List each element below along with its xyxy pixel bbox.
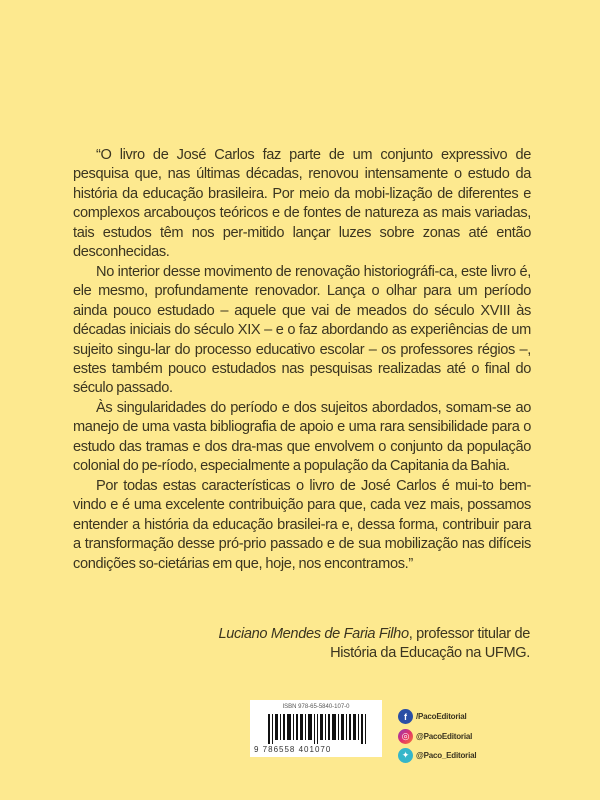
blurb-text [73, 146, 531, 574]
social-handle: /PacoEditorial [416, 712, 467, 722]
social-handle: @PacoEditorial [416, 731, 473, 741]
attribution [110, 625, 530, 664]
blurb-paragraph: No interior desse movimento de renovação historiográfi-ca, este livro é, ele mesmo, profundamente renovador. Lança o olhar para um período ainda pouco estudado – aquele que vai de meados do século XVIII às décadas iniciais do século XIX – e o faz abordando as experiências de um sujeito singu-lar do processo educativo escolar – os professores régios –, estes também pouco estudados nas pesquisas realizadas até o final do século passado. [73, 263, 531, 397]
isbn-label: ISBN 978-65-5840-107-0 [282, 704, 350, 710]
barcode-bars-icon [268, 714, 368, 744]
twitter-icon: ✦ [398, 748, 413, 763]
author-name: Luciano Mendes de Faria Filho [218, 626, 409, 642]
attribution-line-2: História da Educação na UFMG. [330, 645, 530, 662]
blurb-paragraph: Às singularidades do período e dos sujeitos abordados, somam-se ao manejo de uma vasta bibliografia de apoio e uma rara sensibilidade para o estudo das tramas e dos dra-mas que envolvem o conjunto da população colonial do pe-ríodo, especialmente a população da Capitania da Bahia. [73, 399, 531, 475]
social-instagram[interactable] [398, 727, 476, 747]
barcode-digits: 9 786558 401070 [254, 745, 332, 754]
social-twitter[interactable] [398, 746, 476, 766]
social-handle: @Paco_Editorial [416, 751, 477, 761]
facebook-icon: f [398, 709, 413, 724]
social-links [398, 707, 476, 766]
blurb-paragraph: Por todas estas características o livro de José Carlos é mui-to bem-vindo e é uma excelente contribuição para que, cada vez mais, possamos entender a história da educação brasilei-ra e, dessa forma, contribuir para a transformação desse pró-prio passado e de sua mobilização nas difíceis condições so-cietárias em que, hoje, nos encontramos.” [73, 477, 531, 572]
author-role: , professor titular de [408, 626, 530, 642]
attribution-line-1 [110, 625, 530, 644]
social-facebook[interactable] [398, 707, 476, 727]
isbn-barcode [250, 700, 382, 757]
instagram-icon: ◎ [398, 729, 413, 744]
blurb-paragraph: “O livro de José Carlos faz parte de um conjunto expressivo de pesquisa que, nas últimas décadas, renovou intensamente o estudo da história da educação brasileira. Por meio da mobi-lização de diferentes e complexos arcabouços teóricos e de fontes de natureza as mais variadas, tais estudos têm nos per-mitido lançar luzes sobre zonas até então desconhecidas. [73, 147, 531, 261]
